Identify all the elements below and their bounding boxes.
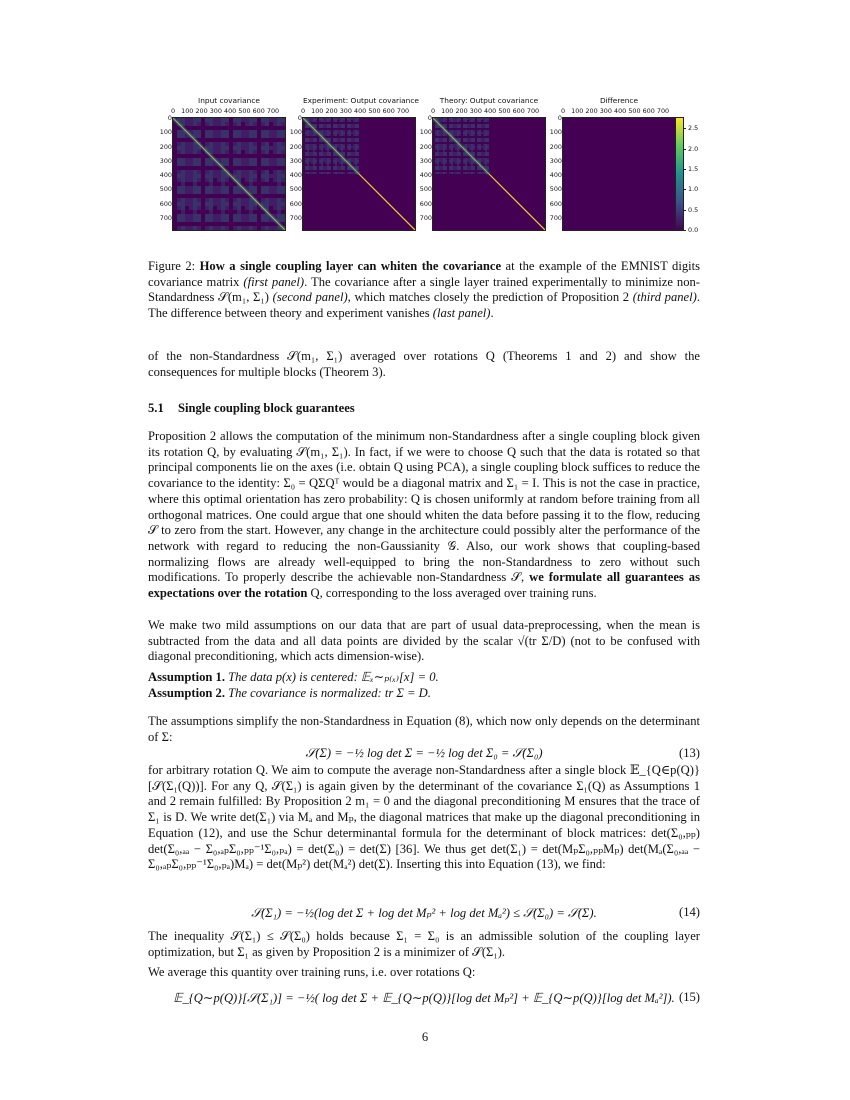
y-tick-label: 300 (549, 156, 562, 165)
caption-italic: (first panel) (243, 274, 305, 289)
paragraph-average: We average this quantity over training runs, i.e. over rotations Q: (148, 965, 476, 979)
equation-body: 𝒮(Σ₁) = −½(log det Σ + log det Mₚ² + log det Mₐ²) ≤ 𝒮(Σ₀) = 𝒮(Σ). (251, 906, 597, 920)
caption-text: . (490, 306, 494, 321)
y-tick-label: 0 (167, 114, 172, 122)
section-heading (148, 401, 355, 416)
paragraph-intro: of the non-Standardness 𝒮(m₁, Σ₁) averaged over rotations Q (Theorems 1 and 2) and show the consequences for multiple blocks (Theorem 3). (148, 349, 700, 379)
colorbar-tick-mark (683, 210, 686, 211)
figure-caption (148, 259, 700, 322)
x-tick-label: 400 (224, 107, 237, 115)
colorbar-tick-label: 0.5 (688, 205, 699, 214)
y-tick-label: 0 (557, 114, 562, 122)
assumption-1 (148, 670, 700, 686)
x-tick-label: 500 (628, 107, 641, 115)
section-title: Single coupling block guarantees (178, 401, 355, 415)
colorbar (676, 118, 683, 230)
assumption-label: Assumption 1. (148, 670, 225, 684)
x-tick-label: 300 (469, 107, 482, 115)
assumption-2 (148, 686, 700, 702)
paragraph-assumptions-intro: We make two mild assumptions on our data that are part of usual data-preprocessing, when the mean is subtracted from the data and all data points are divided by the scalar √(tr Σ/D) (not to be confused with diagonal preconditioning, which acts dimension-wise). (148, 618, 700, 664)
x-tick-label: 300 (339, 107, 352, 115)
colorbar-tick-label: 1.0 (688, 185, 699, 194)
x-tick-label: 200 (585, 107, 598, 115)
equation-number: (13) (679, 746, 700, 760)
panel-theory-output (419, 96, 545, 236)
y-tick-label: 600 (419, 199, 432, 208)
x-tick-label: 0 (430, 107, 436, 115)
y-tick-label: 100 (419, 128, 432, 137)
x-tick-label: 100 (311, 107, 324, 115)
y-tick-label: 100 (549, 128, 562, 137)
y-tick-label: 200 (159, 142, 172, 151)
x-tick-label: 600 (382, 107, 395, 115)
x-tick-label: 500 (368, 107, 381, 115)
y-tick-label: 400 (289, 171, 302, 180)
paragraph-schur: for arbitrary rotation Q. We aim to compute the average non-Standardness after a single block 𝔼_{Q∈p(Q)}[𝒮(Σ₁(Q))]. For any Q, 𝒮(Σ₁) is again given by the determinant of the covariance Σ₁(Q) as Assumptions 1 and 2 remain fulfilled: By Proposition 2 m₁ = 0 and the diagonal preconditioning M ensures that the trace of Σ₁ is D. We write det(Σ₁) via Mₐ and Mₚ, the diagonal matrices that make up the diagonal preconditioning in Equation (12), and use the Schur determinantal formula for the determinant of block matrices: det(Σ₀,ₚₚ) det(Σ₀,ₐₐ − Σ₀,ₐₚΣ₀,ₚₚ⁻¹Σ₀,ₚₐ) = det(Σ₀) = det(Σ) [36]. We thus get det(Σ₁) = det(MₚΣ₀,ₚₚMₚ) det(Mₐ(Σ₀,ₐₐ − Σ₀,ₐₚΣ₀,ₚₚ⁻¹Σ₀,ₚₐ)Mₐ) = det(Mₚ²) det(Mₐ²) det(Σ). Inserting this into Equation (13), we find: (148, 763, 700, 872)
panel-difference (549, 96, 675, 236)
y-tick-label: 400 (549, 171, 562, 180)
y-tick-label: 500 (289, 185, 302, 194)
x-tick-label: 400 (484, 107, 497, 115)
x-ticks (555, 107, 675, 116)
x-ticks (165, 107, 285, 116)
colorbar-tick-mark (683, 149, 686, 150)
caption-text: , which matches closely the prediction of Proposition 2 (347, 290, 633, 305)
x-tick-label: 600 (512, 107, 525, 115)
equation-body: 𝔼_{Q∼p(Q)}[𝒮(Σ₁)] = −½( log det Σ + 𝔼_{Q∼p(Q)}[log det Mₚ²] + 𝔼_{Q∼p(Q)}[log det Mₐ²]). (173, 991, 675, 1005)
panel-title: Difference (599, 96, 639, 105)
y-tick-label: 300 (159, 156, 172, 165)
equation-14 (148, 905, 700, 923)
colorbar-tick-label: 2.5 (688, 124, 699, 133)
figure-2 (159, 96, 705, 241)
panel-title: Input covariance (198, 96, 260, 105)
y-tick-label: 400 (159, 171, 172, 180)
section-number: 5.1 (148, 401, 164, 415)
x-tick-label: 400 (614, 107, 627, 115)
y-tick-label: 700 (159, 214, 172, 222)
y-tick-label: 300 (289, 156, 302, 165)
y-tick-label: 600 (549, 199, 562, 208)
y-tick-label: 0 (427, 114, 432, 122)
x-tick-label: 600 (642, 107, 655, 115)
equation-number: (15) (679, 990, 700, 1004)
assumption-text: The covariance is normalized: tr Σ = D. (224, 686, 431, 700)
y-tick-label: 700 (289, 214, 302, 222)
heatmap-experiment (303, 118, 415, 230)
colorbar-tick-mark (683, 189, 686, 190)
colorbar-tick-mark (683, 169, 686, 170)
y-tick-label: 200 (549, 142, 562, 151)
paragraph-text: Q, corresponding to the loss averaged over training runs. (307, 586, 597, 601)
y-tick-label: 300 (419, 156, 432, 165)
assumption-label: Assumption 2. (148, 686, 225, 700)
x-tick-label: 700 (396, 107, 410, 115)
x-tick-label: 100 (571, 107, 584, 115)
x-tick-label: 300 (599, 107, 612, 115)
caption-text: at the example of the EMNIST digits covariance matrix (148, 259, 701, 289)
x-tick-label: 500 (238, 107, 251, 115)
page-number: 6 (421, 1030, 429, 1044)
y-tick-label: 200 (289, 142, 302, 151)
caption-text: . The difference between theory and experiment vanishes (148, 290, 700, 321)
heatmap-theory (433, 118, 545, 230)
caption-italic: (third panel) (632, 290, 697, 305)
equation-body: 𝒮(Σ) = −½ log det Σ = −½ log det Σ₀ = 𝒮(Σ₀) (305, 746, 543, 760)
y-tick-label: 200 (419, 142, 432, 151)
paragraph-proposition (148, 429, 700, 602)
caption-text: . The covariance after a single layer trained experimentally to minimize non-Standardness 𝒮(m₁, Σ₁) (148, 274, 700, 305)
y-tick-label: 600 (289, 199, 302, 208)
y-tick-label: 0 (297, 114, 302, 122)
x-tick-label: 0 (300, 107, 306, 115)
paragraph-bold: we formulate all guarantees as expectations over the rotation (148, 570, 700, 601)
panel-title: Experiment: Output covariance (303, 96, 419, 105)
equation-13 (148, 746, 700, 764)
panel-title: Theory: Output covariance (439, 96, 539, 105)
caption-italic: (last panel) (432, 306, 491, 321)
equation-number: (14) (679, 905, 700, 919)
x-tick-label: 0 (170, 107, 176, 115)
x-tick-label: 0 (560, 107, 566, 115)
x-tick-label: 100 (181, 107, 194, 115)
x-tick-label: 700 (266, 107, 280, 115)
x-tick-label: 500 (498, 107, 511, 115)
colorbar-tick-mark (683, 128, 686, 129)
x-tick-label: 700 (656, 107, 670, 115)
x-tick-label: 200 (455, 107, 468, 115)
x-tick-label: 300 (209, 107, 222, 115)
x-tick-label: 400 (354, 107, 367, 115)
paragraph-inequality: The inequality 𝒮(Σ₁) ≤ 𝒮(Σ₀) holds because Σ₁ = Σ₀ is an admissible solution of the coupling layer optimization, but Σ₁ as given by Proposition 2 is a minimizer of 𝒮(Σ₁). (148, 929, 700, 959)
y-tick-label: 500 (159, 185, 172, 194)
y-tick-label: 700 (549, 214, 562, 222)
colorbar-tick-label: 2.0 (688, 144, 699, 153)
colorbar-tick-label: 1.5 (688, 164, 699, 173)
y-tick-label: 100 (159, 128, 172, 137)
assumption-text: The data p(x) is centered: 𝔼ₓ∼ₚ₍ₓ₎[x] = 0. (224, 670, 439, 684)
panel-experiment-output (289, 96, 419, 236)
paragraph-determinant: The assumptions simplify the non-Standardness in Equation (8), which now only depends on the determinant of Σ: (148, 714, 700, 744)
colorbar-tick-label: 0.0 (688, 226, 699, 234)
x-tick-label: 600 (252, 107, 265, 115)
y-tick-label: 500 (419, 185, 432, 194)
caption-italic: (second panel) (272, 290, 348, 305)
x-tick-label: 100 (441, 107, 454, 115)
caption-bold: How a single coupling layer can whiten the covariance (199, 259, 502, 273)
x-ticks (295, 107, 415, 116)
heatmap-difference (563, 118, 675, 230)
caption-label: Figure 2: (148, 259, 196, 273)
x-ticks (425, 107, 545, 116)
x-tick-label: 200 (195, 107, 208, 115)
colorbar-tick-mark (683, 230, 686, 231)
y-tick-label: 100 (289, 128, 302, 137)
y-tick-label: 700 (419, 214, 432, 222)
y-tick-label: 400 (419, 171, 432, 180)
x-tick-label: 700 (526, 107, 540, 115)
heatmap-input (173, 118, 285, 230)
y-tick-label: 600 (159, 199, 172, 208)
y-tick-label: 500 (549, 185, 562, 194)
paragraph-text: Proposition 2 allows the computation of the minimum non-Standardness after a single coupling block given its rotation Q, by evaluating 𝒮(m₁, Σ₁). In fact, if we were to choose Q such that the data is rotated so that principal components lie on the axes (i.e. obtain Q using PCA), a single coupling block suffices to reduce the covariance to the identity: Σ₀ = QΣQᵀ would be a diagonal matrix and Σ₁ = I. This is not the case in practice, where this optimal orientation has zero probability: Q is chosen uniformly at random before training from all orthogonal matrices. One could argue that one should whiten the data before passing it to the flow, reducing 𝒮 to zero from the start. However, any change in the architecture could possibly alter the performance of the network with regard to reducing the non-Gaussianity 𝒢. Also, our work shows that coupling-based normalizing flows are already well-equipped to bring the non-Standardness to zero without such modifications. To properly describe the achievable non-Standardness 𝒮, (148, 429, 700, 585)
panel-input-covariance (159, 96, 285, 236)
x-tick-label: 200 (325, 107, 338, 115)
equation-15 (148, 990, 700, 1008)
